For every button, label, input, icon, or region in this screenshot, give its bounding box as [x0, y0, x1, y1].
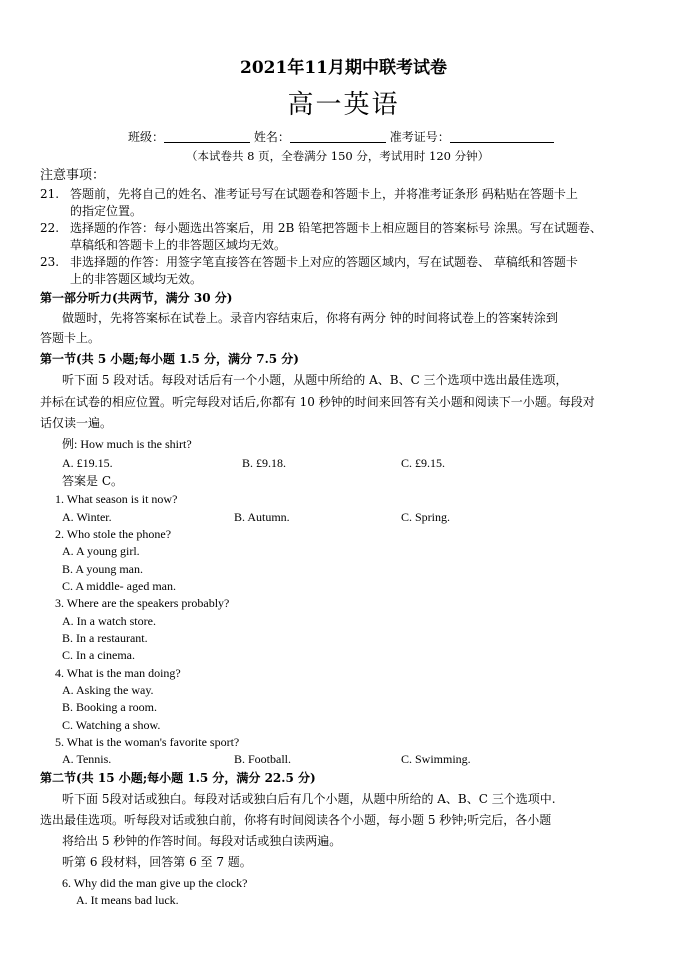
section2-heading: 第二节(共 15 小题;每小题 1.5 分，满分 22.5 分) [40, 771, 316, 785]
option-b: B. Booking a room. [62, 700, 157, 714]
section1-heading: 第一节(共 5 小题;每小题 1.5 分，满分 7.5 分) [40, 352, 299, 366]
question-2: 2. Who stole the phone? [55, 527, 172, 541]
example-answer: 答案是 C。 [62, 474, 123, 488]
section1-intro: 并标在试卷的相应位置。听完每段对话后,你都有 10 秒钟的时间来回答有关小题和阅读下一小题。每段对 [40, 395, 595, 409]
section2-intro: 选出最佳选项。听每段对话或独白前，你将有时间阅读各个小题，每小题 5 秒钟;听完后，各小题 [40, 813, 552, 827]
option-c: C. Swimming. [401, 752, 471, 766]
notice-num-3: 23. [40, 255, 60, 269]
option-a: A. Tennis. [62, 752, 112, 766]
subject-title: 高一英语 [287, 90, 400, 120]
notice-text: 答题前，先将自己的姓名、准考证号写在试题卷和答题卡上，并将准考证条形 码粘贴在答题卡上 [70, 187, 578, 201]
option-b: B. £9.18. [242, 456, 287, 470]
option-b: B. Autumn. [234, 510, 290, 524]
exam-title: 2021年11月期中联考试卷 [240, 58, 447, 78]
name-label: 姓名： [253, 130, 290, 144]
question-4: 4. What is the man doing? [55, 666, 181, 680]
notice-text: 上的非答题区域均无效。 [70, 272, 203, 286]
notice-text: 草稿纸和答题卡上的非答题区域均无效。 [70, 238, 287, 252]
notice-num-1: 21. [40, 187, 60, 201]
option-a: A. Asking the way. [62, 683, 154, 697]
option-c: C. Watching a show. [62, 718, 161, 732]
section1-intro: 听下面 5 段对话。每段对话后有一个小题，从题中所给的 A、B、C 三个选项中选出最佳选项， [62, 373, 568, 387]
id-label: 准考证号： [389, 130, 450, 144]
exam-note: （本试卷共 8 页，全卷满分 150 分，考试用时 120 分钟） [186, 149, 490, 163]
section2-intro: 将给出 5 秒钟的作答时间。每段对话或独白读两遍。 [62, 834, 342, 848]
option-b: B. Football. [234, 752, 292, 766]
option-a: A. In a watch store. [62, 614, 156, 628]
question-5: 5. What is the woman's favorite sport? [55, 735, 240, 749]
id-blank[interactable] [450, 130, 554, 143]
part1-heading: 第一部分听力(共两节，满分 30 分) [40, 291, 233, 305]
name-blank[interactable] [290, 130, 386, 143]
option-c: C. Spring. [401, 510, 451, 524]
option-a: A. Winter. [62, 510, 112, 524]
section2-intro: 听下面 5段对话或独白。每段对话或独白后有几个小题，从题中所给的 A、B、C 三个选项中. [62, 792, 556, 806]
notice-text: 非选择题的作答：用签字笔直接答在答题卡上对应的答题区域内，写在试题卷、 草稿纸和答题卡 [70, 255, 578, 269]
student-info-row [128, 130, 554, 143]
material-instruction: 听第 6 段材料，回答第 6 至 7 题。 [62, 855, 252, 869]
option-b: B. A young man. [62, 562, 144, 576]
part1-intro: 答题卡上。 [40, 331, 101, 345]
option-a: A. It means bad luck. [76, 893, 179, 907]
part1-intro: 做题时，先将答案标在试卷上。录音内容结束后，你将有两分 钟的时间将试卷上的答案转涂到 [62, 311, 558, 325]
option-c: C. In a cinema. [62, 648, 135, 662]
question-3: 3. Where are the speakers probably? [55, 596, 230, 610]
option-b: B. In a restaurant. [62, 631, 148, 645]
notice-num-2: 22. [40, 221, 60, 235]
notice-text: 选择题的作答：每小题选出答案后，用 2B 铅笔把答题卡上相应题目的答案标号 涂黑。写在试题卷、 [70, 221, 602, 235]
section1-intro: 话仅读一遍。 [40, 416, 113, 430]
example-question: 例: How much is the shirt? [62, 437, 192, 451]
question-1: 1. What season is it now? [55, 492, 178, 506]
notice-heading: 注意事项： [40, 168, 106, 183]
option-c: C. A middle- aged man. [62, 579, 176, 593]
class-blank[interactable] [164, 130, 250, 143]
option-c: C. £9.15. [401, 456, 446, 470]
notice-text: 的指定位置。 [70, 204, 143, 218]
option-a: A. A young girl. [62, 544, 140, 558]
class-label: 班级： [128, 130, 165, 144]
question-6: 6. Why did the man give up the clock? [62, 876, 248, 890]
option-a: A. £19.15. [62, 456, 113, 470]
